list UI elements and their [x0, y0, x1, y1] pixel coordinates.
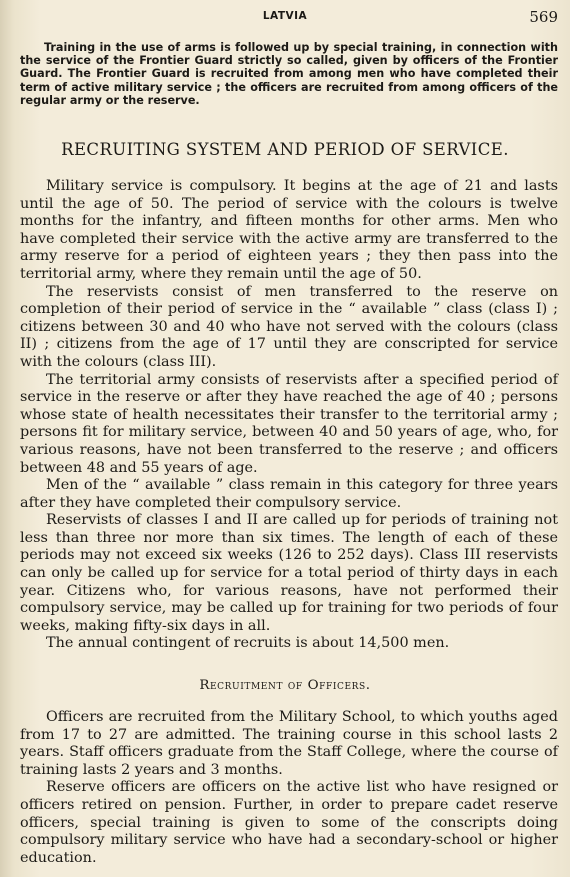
- page-number: 569: [529, 8, 558, 26]
- paragraph: The reservists consist of men transferred to the reserve on completion of their period of service in the “ available ” class (class I) ; citizens between 30 and 40 who have not served with the colours (class II) ; citizens from the age of 17 until they are conscripted for service with the colours (class III).: [20, 283, 558, 370]
- paragraph: The territorial army consists of reservists after a specified period of service in the reserve or after they have reached the age of 40 ; persons whose state of health necessitates their transfer to the territorial army ; persons fit for military service, between 40 and 50 years of age, who, for various reasons, have not been transferred to the reserve ; and officers between 48 and 55 years of age.: [20, 371, 558, 476]
- section-body-officers: [20, 709, 558, 867]
- section-heading-officers: Recruitment of Officers.: [199, 678, 371, 693]
- paragraph: Reserve officers are officers on the active list who have resigned or officers retired on pension. Further, in order to prepare cadet reserve officers, special training is given to some of the conscripts doing compulsory military service who have had a secondary-school or higher education.: [20, 779, 558, 866]
- running-title: LATVIA: [262, 10, 308, 22]
- paragraph: Reservists of classes I and II are called up for periods of training not less than three nor more than six times. The length of each of these periods may not exceed six weeks (126 to 252 days). Class III reservists can only be called up for service for a total period of thirty days in each year. Citizens who, for various reasons, have not performed their compulsory service, may be called up for training for two periods of four weeks, making fifty-six days in all.: [20, 512, 558, 634]
- paragraph: Men of the “ available ” class remain in this category for three years after they have completed their compulsory service.: [20, 477, 558, 511]
- section-heading-recruiting: RECRUITING SYSTEM AND PERIOD OF SERVICE.: [61, 140, 509, 159]
- paragraph: Military service is compulsory. It begins at the age of 21 and lasts until the age of 50. The period of service with the colours is twelve months for the infantry, and fifteen months for other arms. Men who have completed their service with the active army are transferred to the army reserve for a period of eighteen years ; they then pass into the territorial army, where they remain until the age of 50.: [20, 178, 558, 282]
- paragraph: The annual contingent of recruits is about 14,500 men.: [46, 635, 450, 652]
- section-body-recruiting: [20, 178, 558, 653]
- running-head: [0, 8, 570, 26]
- paragraph: Officers are recruited from the Military School, to which youths aged from 17 to 27 are admitted. The training course in this school lasts 2 years. Staff officers graduate from the Staff College, where the course of training lasts 2 years and 3 months.: [20, 709, 558, 778]
- intro-paragraph: Training in the use of arms is followed up by special training, in connection with the service of the Frontier Guard strictly so called, given by officers of the Frontier Guard. The Frontier Guard is recruited from among men who have completed their term of active military service ; the officers are recruited from among officers of the regular army or the reserve.: [20, 41, 558, 107]
